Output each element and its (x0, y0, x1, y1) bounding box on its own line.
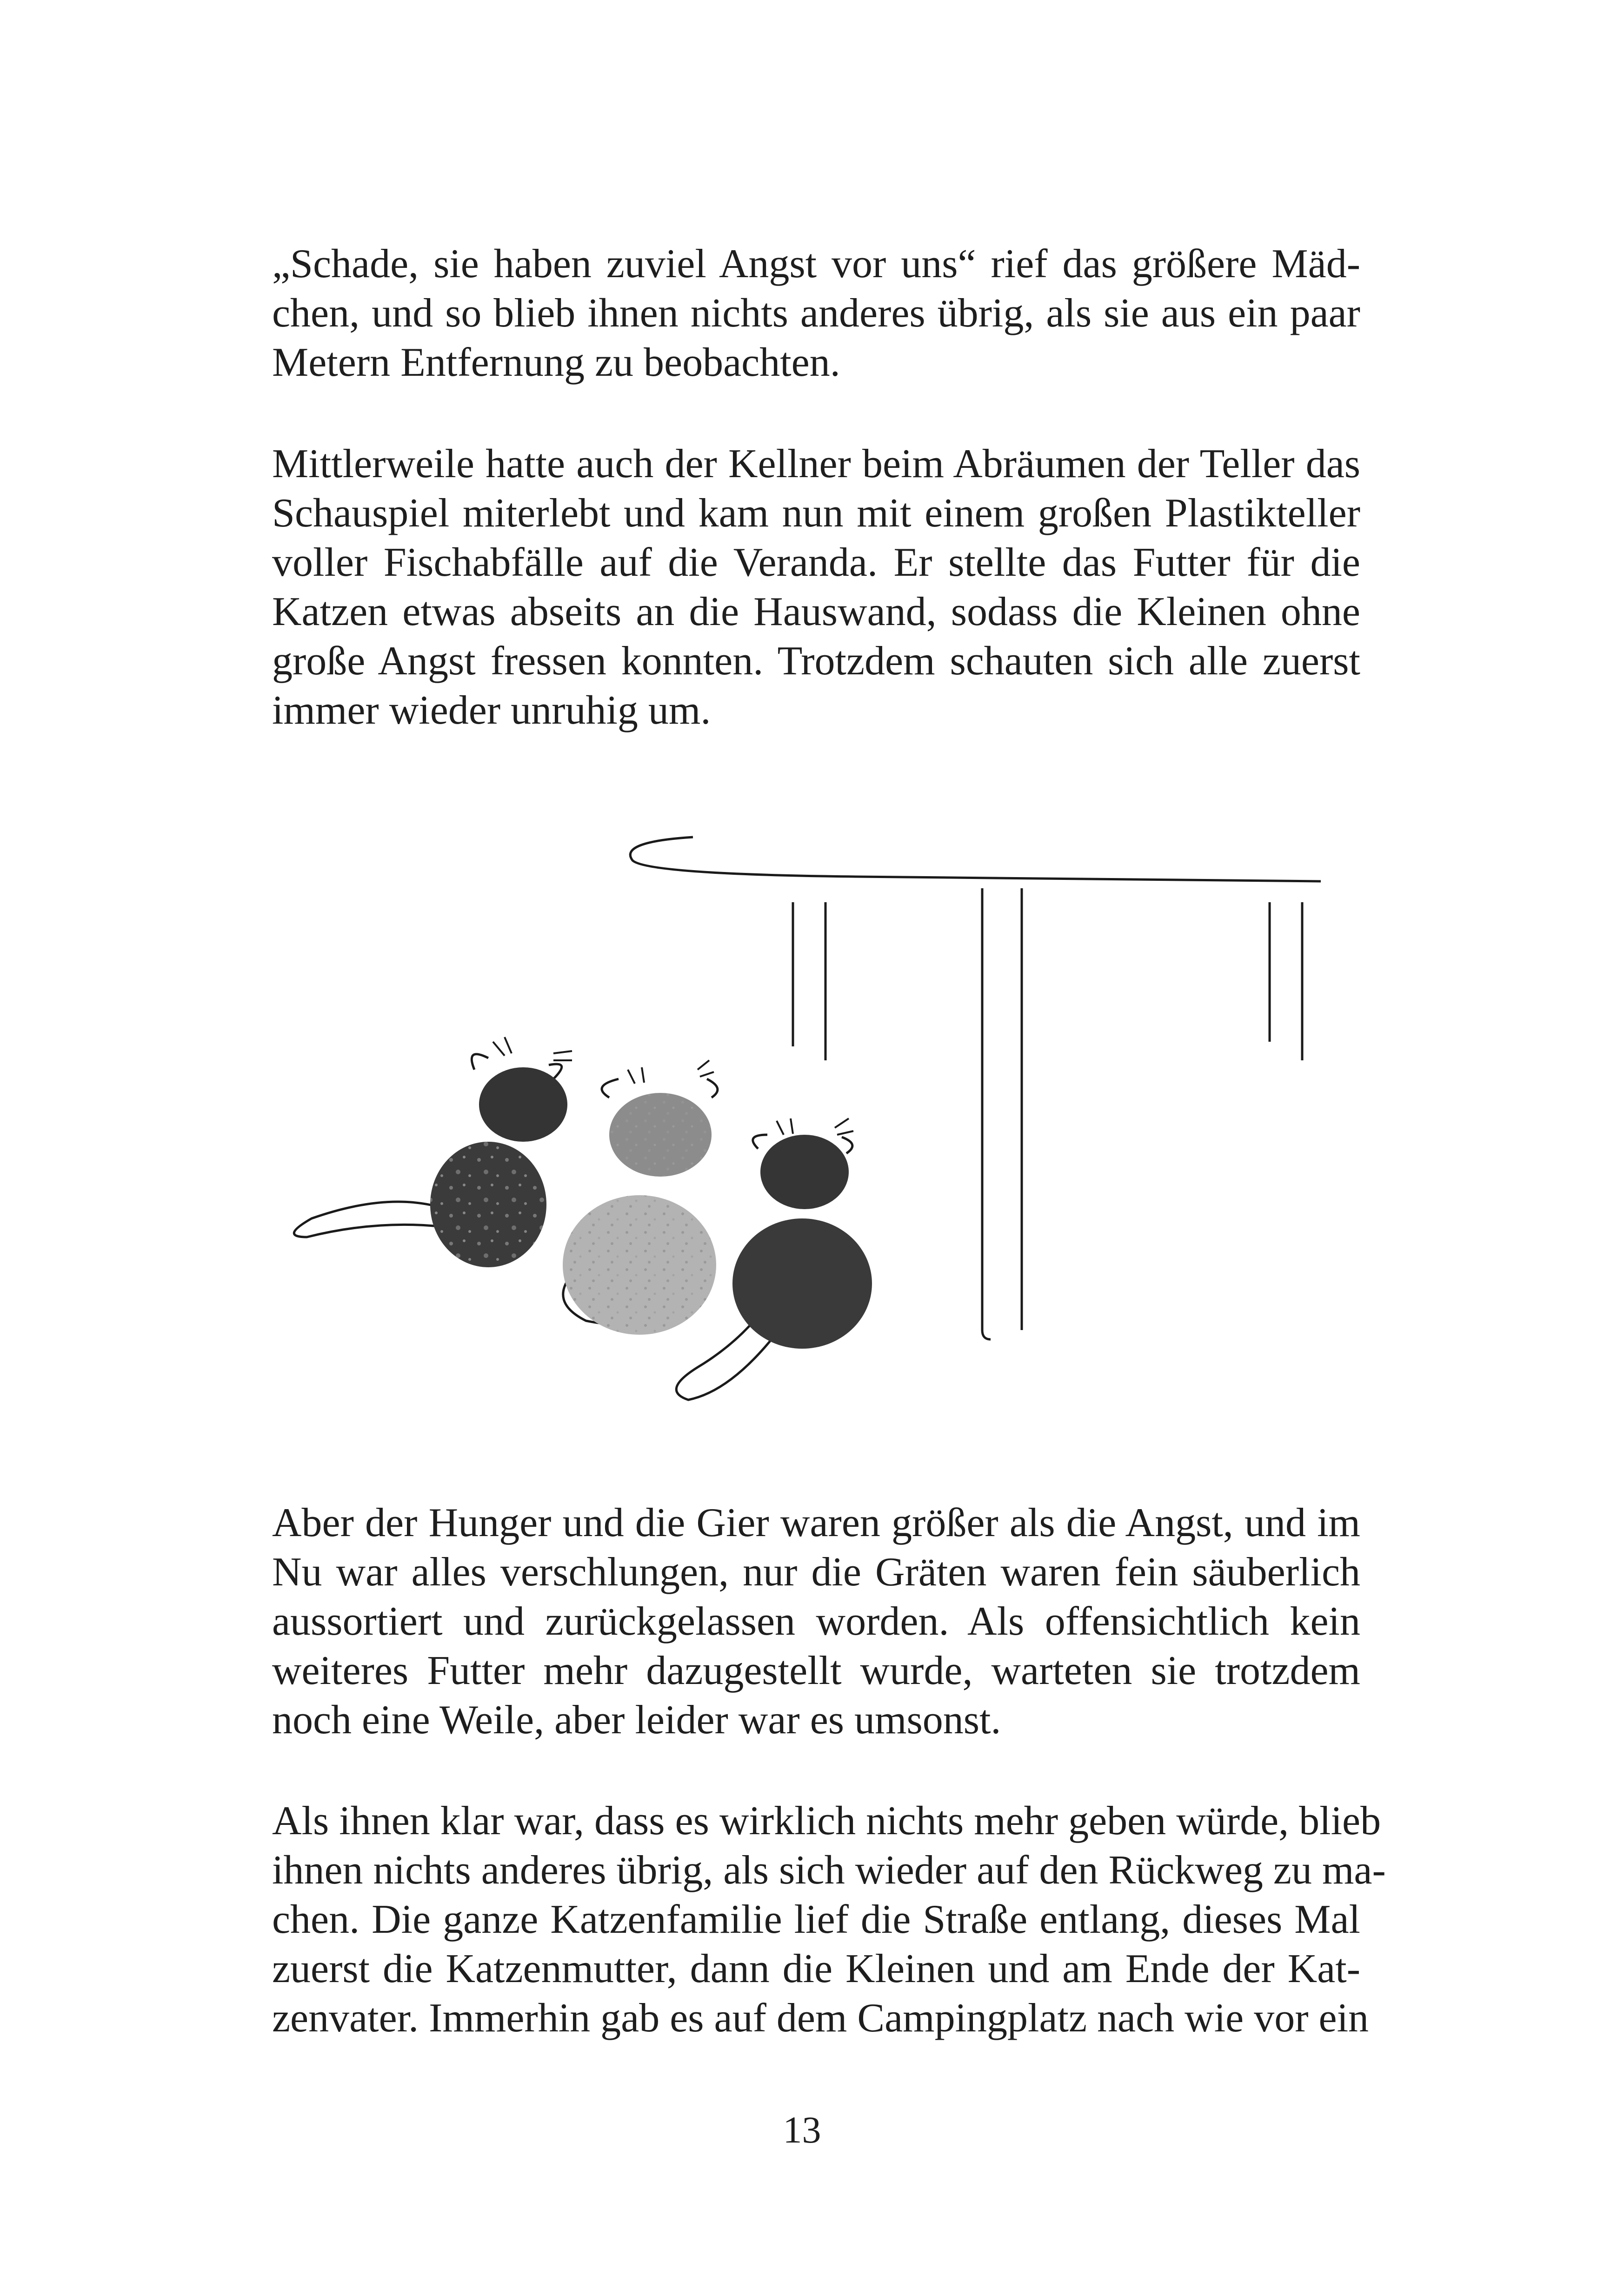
text-line: immer wieder unruhig um. (272, 688, 711, 733)
text-line: Schauspiel miterlebt und kam nun mit einem großen Plastikteller (272, 491, 1360, 536)
text-line: weiteres Futter mehr dazugestellt wurde, warteten sie trotzdem (272, 1648, 1360, 1693)
cat-ear (707, 1079, 718, 1098)
text-line: Metern Entfernung zu beobachten. (272, 340, 840, 385)
text-line: Katzen etwas abseits an die Hauswand, sodass die Kleinen ohne (272, 589, 1360, 634)
cat-ear (472, 1054, 488, 1070)
cat-ear (602, 1079, 619, 1098)
tail-left-cat (294, 1202, 451, 1237)
stone-cat-right (732, 1118, 872, 1349)
text-line: Aber der Hunger und die Gier waren größer als die Angst, und im (272, 1500, 1360, 1545)
table-drawing (630, 837, 1321, 1339)
stone-cat-left (430, 1037, 572, 1267)
text-line: Als ihnen klar war, dass es wirklich nichts mehr geben würde, blieb (272, 1798, 1381, 1843)
cat-whiskers (777, 1118, 853, 1135)
paragraph-3 (272, 1498, 1360, 1745)
text-line: zuerst die Katzenmutter, dann die Kleinen und am Ende der Kat- (272, 1946, 1360, 1991)
text-line: „Schade, sie haben zuviel Angst vor uns“ rief das größere Mäd- (272, 241, 1360, 286)
page-number: 13 (783, 2109, 821, 2151)
text-line: chen. Die ganze Katzenfamilie lief die Straße entlang, dieses Mal (272, 1897, 1360, 1942)
text-line: Mittlerweile hatte auch der Kellner beim Abräumen der Teller das (272, 441, 1360, 486)
text-line: zenvater. Immerhin gab es auf dem Campingplatz nach wie vor ein (272, 1996, 1369, 2041)
cat-head-stone (479, 1067, 567, 1142)
cat-whiskers (628, 1060, 714, 1084)
paragraph-1 (272, 240, 1360, 387)
table-leg (982, 888, 991, 1339)
text-line: chen, und so blieb ihnen nichts anderes übrig, als sie aus ein paar (272, 291, 1360, 336)
text-line: noch eine Weile, aber leider war es umsonst. (272, 1697, 1001, 1743)
cat-ear (753, 1135, 767, 1149)
stone-cat-middle (563, 1060, 718, 1335)
paragraph-2 (272, 439, 1360, 735)
text-line: ihnen nichts anderes übrig, als sich wieder auf den Rückweg zu ma- (272, 1848, 1386, 1893)
text-line: voller Fischabfälle auf die Veranda. Er stellte das Futter für die (272, 540, 1360, 585)
table-top (630, 837, 1321, 881)
paragraph-4 (272, 1797, 1386, 2043)
stone-cats-under-table-illustration (251, 819, 1386, 1437)
text-line: große Angst fressen konnten. Trotzdem schauten sich alle zuerst (272, 639, 1360, 684)
cat-head-stone (760, 1135, 849, 1209)
text-line: Nu war alles verschlungen, nur die Gräten waren fein säuberlich (272, 1550, 1360, 1595)
cat-body-stone (732, 1218, 872, 1349)
cat-ear (842, 1137, 852, 1153)
cat-whiskers (493, 1037, 572, 1060)
text-line: aussortiert und zurückgelassen worden. Als offensichtlich kein (272, 1599, 1360, 1644)
